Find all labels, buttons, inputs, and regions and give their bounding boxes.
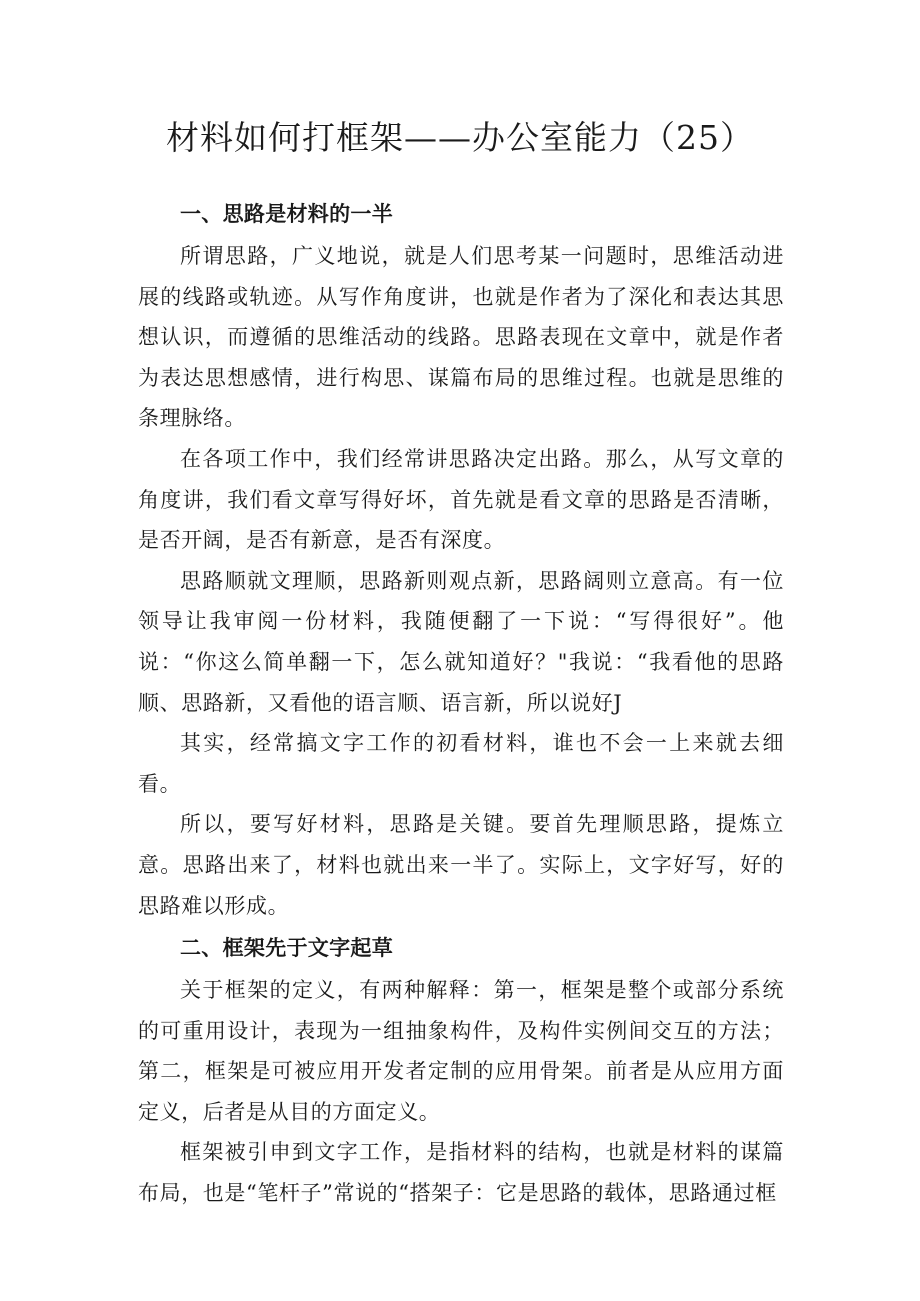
paragraph: 所谓思路，广义地说，就是人们思考某一问题时，思维活动进展的线路或轨迹。从写作角度讲，也就是作者为了深化和表达其思想认识，而遵循的思维活动的线路。思路表现在文章中，就是作者为表达思想感情，进行构思、谋篇布局的思维过程。也就是思维的条理脉络。 [138, 244, 784, 431]
document-title: 材料如何打框架——办公室能力（25） [166, 118, 754, 157]
paragraph: 所以，要写好材料，思路是关键。要首先理顺思路，提炼立意。思路出来了，材料也就出来一半了。实际上，文字好写，好的思路难以形成。 [138, 812, 784, 918]
paragraph: 其实，经常搞文字工作的初看材料，谁也不会一上来就去细看。 [138, 731, 784, 796]
paragraph: 关于框架的定义，有两种解释：第一，框架是整个或部分系统的可重用设计，表现为一组抽象构件，及构件实例间交互的方法；第二，框架是可被应用开发者定制的应用骨架。前者是从应用方面定义，后者是从目的方面定义。 [138, 978, 784, 1124]
section-heading-1: 一、思路是材料的一半 [180, 202, 393, 226]
paragraph: 框架被引申到文字工作，是指材料的结构，也就是材料的谋篇布局，也是“笔杆子”常说的“搭架子：它是思路的载体，思路通过框 [138, 1140, 784, 1206]
section-heading-2: 二、框架先于文字起草 [180, 936, 393, 961]
paragraph: 思路顺就文理顺，思路新则观点新，思路阔则立意高。有一位领导让我审阅一份材料，我随便翻了一下说：“写得很好”。他说：“你这么简单翻一下，怎么就知道好？"我说：“我看他的思路顺、思路新，又看他的语言顺、语言新，所以说好J [138, 568, 784, 715]
document-body [138, 192, 784, 1214]
paragraph: 在各项工作中，我们经常讲思路决定出路。那么，从写文章的角度讲，我们看文章写得好坏，首先就是看文章的思路是否清晰，是否开阔，是否有新意，是否有深度。 [138, 446, 784, 553]
